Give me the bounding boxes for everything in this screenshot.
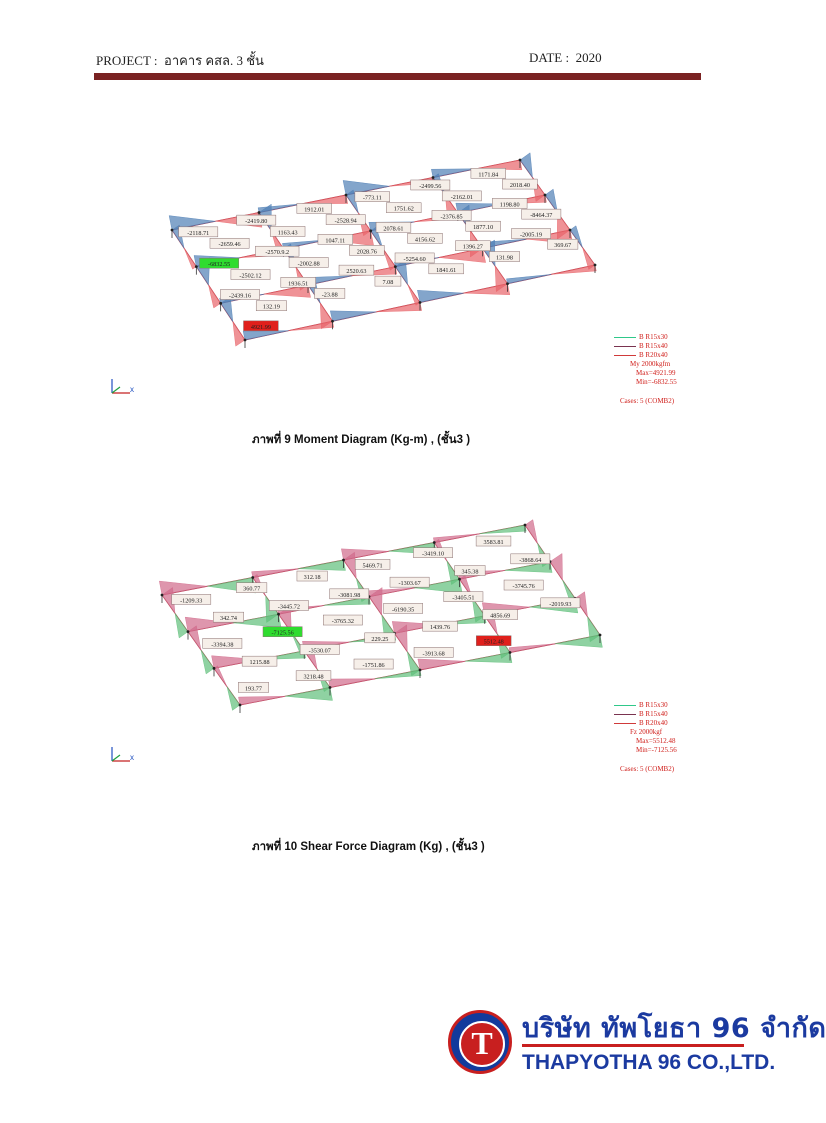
node-dot — [544, 194, 547, 197]
node-dot — [599, 634, 602, 637]
value-label: 5469.71 — [362, 562, 383, 570]
diagram-fill — [298, 560, 345, 570]
node-dot — [594, 264, 597, 267]
value-label: -3765.32 — [331, 618, 354, 626]
value-label: 3218.48 — [303, 673, 324, 681]
company-name-english: THAPYOTHA 96 CO.,LTD. — [522, 1051, 776, 1074]
value-label: 342.74 — [219, 615, 238, 623]
value-label: -7125.56 — [271, 629, 294, 637]
value-label: 5512.48 — [483, 638, 504, 646]
value-label: -2659.46 — [218, 241, 241, 249]
date-value: 2020 — [575, 50, 602, 65]
axis-triad: x — [108, 377, 138, 401]
moment-legend — [614, 333, 677, 406]
node-dot — [419, 669, 422, 672]
value-label: 1215.88 — [249, 659, 270, 667]
company-logo — [434, 1000, 826, 1086]
diagram-fill — [376, 303, 421, 312]
value-label: 229.25 — [371, 635, 389, 643]
value-label: 4921.99 — [250, 323, 271, 331]
value-label: -2376.85 — [440, 213, 463, 221]
value-label: -2002.88 — [297, 260, 320, 268]
legend-row: Min=-7125.56 — [636, 746, 677, 754]
value-label: 132.19 — [262, 303, 280, 311]
node-dot — [519, 159, 522, 162]
value-label: -773.11 — [362, 194, 382, 202]
node-dot — [433, 541, 436, 544]
value-label: 2078.61 — [383, 225, 404, 233]
node-dot — [524, 524, 527, 527]
value-label: -2570.9.2 — [265, 249, 290, 257]
moment-diagram-figure — [100, 150, 700, 420]
value-label: -2502.12 — [239, 272, 262, 280]
value-label: 1439.76 — [429, 624, 451, 632]
node-dot — [331, 320, 334, 323]
node-dot — [244, 339, 247, 342]
legend-row: Fz 2000kgf — [630, 728, 663, 736]
date-line: DATE : 2020 — [529, 50, 602, 65]
diagram-fill — [583, 248, 596, 270]
value-label: 131.98 — [495, 254, 513, 262]
value-label: 1841.61 — [436, 266, 457, 274]
node-dot — [394, 265, 397, 268]
value-label: -2499.56 — [419, 182, 442, 190]
shear-diagram-figure — [100, 520, 700, 720]
moment-diagram — [100, 150, 700, 420]
diagram-fill — [525, 520, 538, 544]
value-label: -6190.35 — [392, 606, 415, 614]
diagram-fill — [252, 569, 299, 578]
diagram-fill — [214, 666, 227, 687]
node-dot — [509, 651, 512, 654]
diagram-fill — [509, 644, 555, 653]
diagram-fill — [408, 285, 420, 306]
shear-diagram — [100, 520, 700, 720]
value-label: -1209.33 — [180, 597, 203, 605]
axis-triad: x — [108, 745, 138, 769]
diagram-fill — [328, 679, 375, 688]
value-label: 360.77 — [243, 585, 261, 593]
legend-row: B R15x40 — [614, 710, 677, 719]
legend-row: Max=5512.48 — [636, 737, 676, 745]
value-label: -2118.71 — [187, 229, 210, 237]
value-label: -3530.07 — [308, 647, 331, 655]
diagram-fill — [418, 659, 465, 670]
value-label: -3868.64 — [519, 556, 542, 564]
node-dot — [213, 667, 216, 670]
node-dot — [342, 559, 345, 562]
value-label: -8464.37 — [530, 212, 553, 220]
value-label: 345.38 — [461, 568, 479, 576]
value-label: 1936.51 — [288, 280, 309, 288]
value-label: -2419.80 — [245, 218, 268, 226]
legend-row: B R20x40 — [614, 351, 677, 360]
diagram-fill — [201, 650, 214, 674]
legend-cases: Cases: 5 (COMB2) — [620, 397, 675, 405]
node-dot — [369, 229, 372, 232]
value-label: 1396.27 — [462, 243, 483, 251]
value-label: 1198.80 — [499, 201, 520, 209]
node-dot — [345, 194, 348, 197]
value-label: -3405.51 — [452, 594, 475, 602]
value-label: -3394.38 — [211, 641, 234, 649]
project-line: PROJECT : อาคาร คสล. 3 ชั้น — [96, 53, 264, 68]
legend-row: Max=4921.99 — [636, 369, 676, 377]
value-label: 7.08 — [382, 279, 394, 287]
node-dot — [171, 229, 174, 232]
logo-divider — [522, 1044, 744, 1047]
diagram-fill — [243, 331, 289, 340]
shear-legend — [614, 701, 677, 774]
value-label: -2162.01 — [450, 193, 473, 201]
company-name-thai: บริษัท ทัพโยธา 96 จำกัด — [522, 1013, 826, 1044]
node-dot — [258, 211, 261, 214]
value-label: 1047.11 — [325, 237, 346, 245]
page-header — [96, 50, 616, 70]
value-label: 312.18 — [303, 574, 321, 582]
diagram-fill — [550, 553, 563, 580]
diagram-fill — [233, 322, 245, 347]
moment-caption: ภาพที่ 9 Moment Diagram (Kg-m) , (ชั้น3 ) — [252, 434, 471, 446]
diagram-fill — [383, 249, 395, 270]
node-dot — [506, 282, 509, 285]
value-label: -3913.68 — [422, 650, 445, 658]
diagram-fill — [175, 613, 188, 638]
legend-cases: Cases: 5 (COMB2) — [620, 765, 675, 773]
legend-row: My 2000kgfm — [630, 360, 671, 368]
value-label: 2028.76 — [356, 248, 377, 256]
value-label: 3583.81 — [483, 539, 504, 547]
value-label: -2528.94 — [334, 217, 357, 225]
node-dot — [251, 576, 254, 579]
value-label: 4856.69 — [490, 612, 511, 620]
legend-row: B R15x30 — [614, 333, 677, 342]
value-label: 2520.63 — [346, 268, 367, 276]
node-dot — [432, 176, 435, 179]
node-dot — [458, 578, 461, 581]
legend-row: Min=-6832.55 — [636, 378, 677, 386]
legend-row: B R15x30 — [614, 701, 677, 710]
value-label: -6832.55 — [208, 261, 231, 269]
value-label: 193.77 — [244, 685, 262, 693]
value-label: -5254.60 — [403, 255, 426, 263]
value-label: 1912.01 — [304, 206, 325, 214]
logo-emblem: T — [448, 1010, 512, 1074]
node-dot — [569, 229, 572, 232]
value-label: -2439.16 — [228, 292, 252, 300]
shear-caption: ภาพที่ 10 Shear Force Diagram (Kg) , (ชั้น3 ) — [252, 841, 485, 853]
legend-row: B R20x40 — [614, 719, 677, 728]
diagram-fill — [303, 195, 348, 204]
value-label: -2019.93 — [549, 600, 572, 608]
node-dot — [277, 613, 280, 616]
value-label: 1171.84 — [478, 171, 499, 179]
value-label: 1877.10 — [473, 224, 494, 232]
value-label: -2005.19 — [519, 231, 543, 239]
value-label: 369.67 — [554, 242, 572, 250]
node-dot — [161, 594, 164, 597]
value-label: -3745.76 — [512, 583, 535, 591]
node-dot — [239, 704, 242, 707]
value-label: 2018.40 — [509, 182, 530, 190]
value-label: 1163.43 — [277, 229, 298, 237]
diagram-fill — [238, 696, 285, 705]
value-label: -23.88 — [321, 291, 338, 299]
value-label: -3445.72 — [277, 603, 300, 611]
legend-row: B R15x40 — [614, 342, 677, 351]
diagram-fill — [506, 274, 551, 283]
value-label: 4156.62 — [414, 236, 436, 244]
node-dot — [329, 686, 332, 689]
diagram-fill — [417, 290, 463, 302]
project-name: อาคาร คสล. 3 ชั้น — [164, 53, 264, 68]
header-rule — [94, 73, 701, 80]
node-dot — [419, 301, 422, 304]
diagram-fill — [209, 285, 221, 308]
value-label: -3419.10 — [421, 550, 445, 558]
node-dot — [187, 630, 190, 633]
diagram-fill — [330, 311, 376, 321]
value-label: -1751.86 — [362, 662, 385, 670]
diagram-fill — [480, 525, 527, 534]
diagram-fill — [433, 534, 479, 543]
node-dot — [195, 265, 198, 268]
value-label: 1751.62 — [393, 205, 414, 213]
value-label: -1303.67 — [398, 580, 421, 588]
value-label: -3081.98 — [338, 591, 361, 599]
diagram-fill — [520, 153, 533, 178]
node-dot — [219, 302, 222, 305]
